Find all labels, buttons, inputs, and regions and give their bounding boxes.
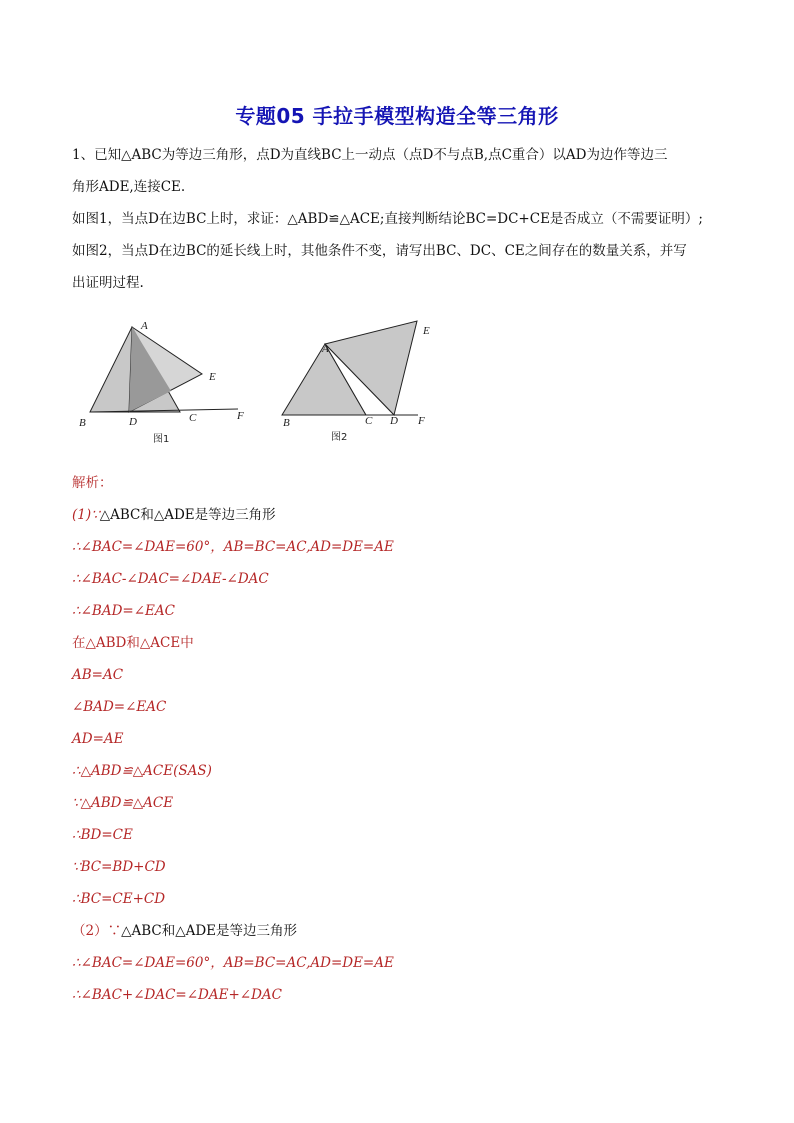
page-title: 专题05 手拉手模型构造全等三角形 [235,104,559,128]
figure-2 [270,312,460,451]
step-2-prefix: （2）∵ [72,923,122,939]
solution-line: ∴∠BAC-∠DAC=∠DAE-∠DAC [72,571,269,587]
solution-line: ∵BC=BD+CD [72,859,166,875]
solution-line: AD=AE [72,731,124,747]
step-1-prefix: (1)∵ [72,507,100,523]
solution-heading: 解析： [72,475,113,491]
solution-line: ∴△ABD≌△ACE(SAS) [72,763,212,779]
fig1-label-e: E [209,371,216,383]
fig2-label-f: F [418,415,425,427]
problem-line-2: 角形ADE,连接CE. [72,179,186,195]
solution-line: ∵△ABD≌△ACE [72,795,174,811]
fig1-label-a: A [141,320,148,332]
fig2-label-b: B [283,417,290,429]
problem-line-5: 出证明过程. [72,275,144,291]
fig2-label-a: A [322,343,329,355]
step-1-body: △ABC和△ADE是等边三角形 [99,507,276,523]
fig1-label-d: D [129,416,137,428]
solution-line: ∴∠BAD=∠EAC [72,603,175,619]
problem-line-3: 如图1，当点D在边BC上时，求证：△ABD≌△ACE;直接判断结论BC=DC+CE是否成立（不需要证明）; [72,211,703,227]
solution-line: ∴BD=CE [72,827,133,843]
solution-line: ∠BAD=∠EAC [72,699,167,715]
fig2-caption: 图2 [331,432,348,443]
figure-1 [75,315,265,454]
fig1-label-f: F [237,410,244,422]
solution-line: ∴BC=CE+CD [72,891,166,907]
fig1-label-c: C [189,412,197,424]
problem-line-4: 如图2，当点D在边BC的延长线上时，其他条件不变，请写出BC、DC、CE之间存在的数量关系，并写 [72,243,687,259]
fig2-label-c: C [365,415,373,427]
step-2-body: △ABC和△ADE是等边三角形 [121,923,298,939]
solution-line: ∴∠BAC=∠DAE=60°，AB=BC=AC,AD=DE=AE [72,539,394,555]
solution-line: 在△ABD和△ACE中 [72,635,194,651]
solution-step-2 [72,922,297,940]
fig1-caption: 图1 [153,434,170,445]
solution-line: ∴∠BAC+∠DAC=∠DAE+∠DAC [72,987,283,1003]
solution-step-1 [72,506,276,524]
fig2-label-e: E [423,325,430,337]
fig2-label-d: D [390,415,398,427]
solution-line: AB=AC [72,667,124,683]
fig1-label-b: B [79,417,86,429]
problem-line-1: 1、已知△ABC为等边三角形，点D为直线BC上一动点（点D不与点B,点C重合）以AD为边作等边三 [72,147,668,163]
solution-line: ∴∠BAC=∠DAE=60°，AB=BC=AC,AD=DE=AE [72,955,394,971]
